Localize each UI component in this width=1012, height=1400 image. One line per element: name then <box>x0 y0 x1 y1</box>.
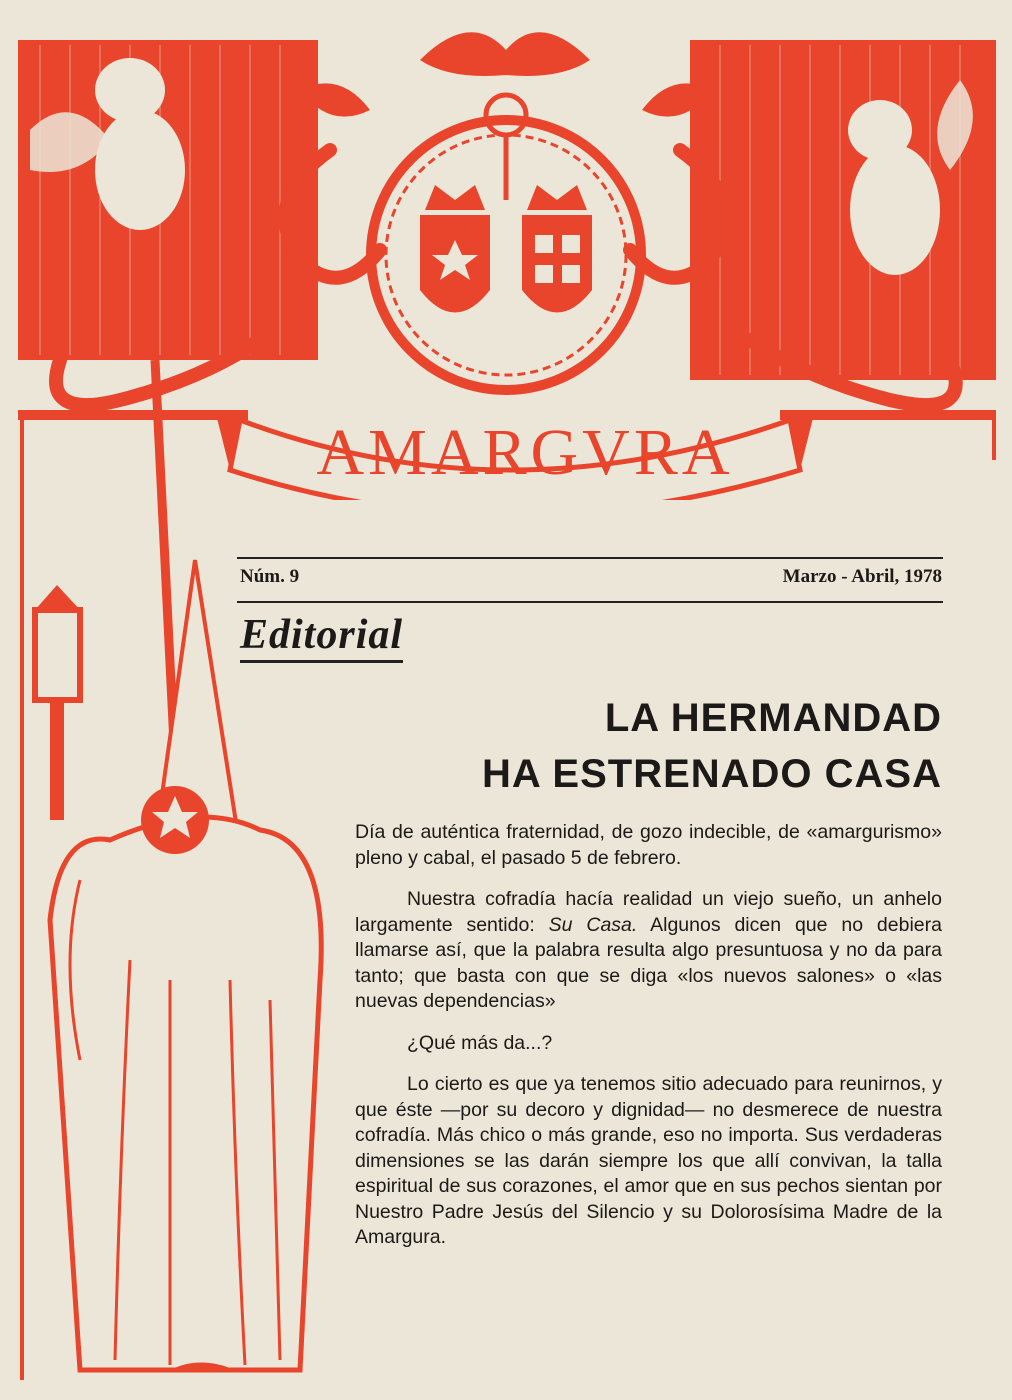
article-body <box>355 820 942 1267</box>
nazareno-icon <box>20 360 350 1400</box>
article-paragraph-3: ¿Qué más da...? <box>407 1031 553 1054</box>
issue-bar <box>240 566 942 588</box>
masthead-title: AMARGVRA <box>316 416 734 489</box>
article-paragraph-2 <box>355 887 942 1015</box>
article-paragraph-2-part-1: Nuestra cofradía hacía realidad un viejo sueño, un anhelo largamente sentido: <box>355 888 942 936</box>
article-paragraph-2-part-2: Algunos dicen que no debiera llamarse así, que la palabra resulta algo presuntuosa y no da para tanto; que basta con que se diga «los nuevos salones» o «las nuevas dependencias» <box>355 913 942 1012</box>
header-rule-bottom <box>237 601 943 603</box>
issue-number: Núm. 9 <box>240 566 300 587</box>
issue-date: Marzo - Abril, 1978 <box>782 566 942 587</box>
nazareno-figure <box>20 360 350 1400</box>
article-paragraph-4: Lo cierto es que ya tenemos sitio adecuado para reunirnos, y que éste —por su decoro y dignidad— no desmerece de nuestra cofradía. Más chico o más grande, eso no importa. Sus verdaderas dimensiones se las darán siempre los que allí convivan, la talla espiritual de sus corazones, el amor que en sus pechos sientan por Nuestro Padre Jesús del Silencio y su Dolorosísima Madre de la Amargura. <box>355 1073 942 1248</box>
frame-border-right <box>992 420 996 460</box>
header-rule-top <box>237 557 943 559</box>
article-paragraph-1: Día de auténtica fraternidad, de gozo indecible, de «amargurismo» pleno y cabal, el pasado 5 de febrero. <box>355 821 942 869</box>
article-headline <box>482 690 942 802</box>
section-title: Editorial <box>240 612 403 663</box>
headline-line-2: HA ESTRENADO CASA <box>482 752 942 796</box>
article-paragraph-2-emphasis: Su Casa. <box>548 913 638 936</box>
headline-line-1: LA HERMANDAD <box>604 696 942 740</box>
